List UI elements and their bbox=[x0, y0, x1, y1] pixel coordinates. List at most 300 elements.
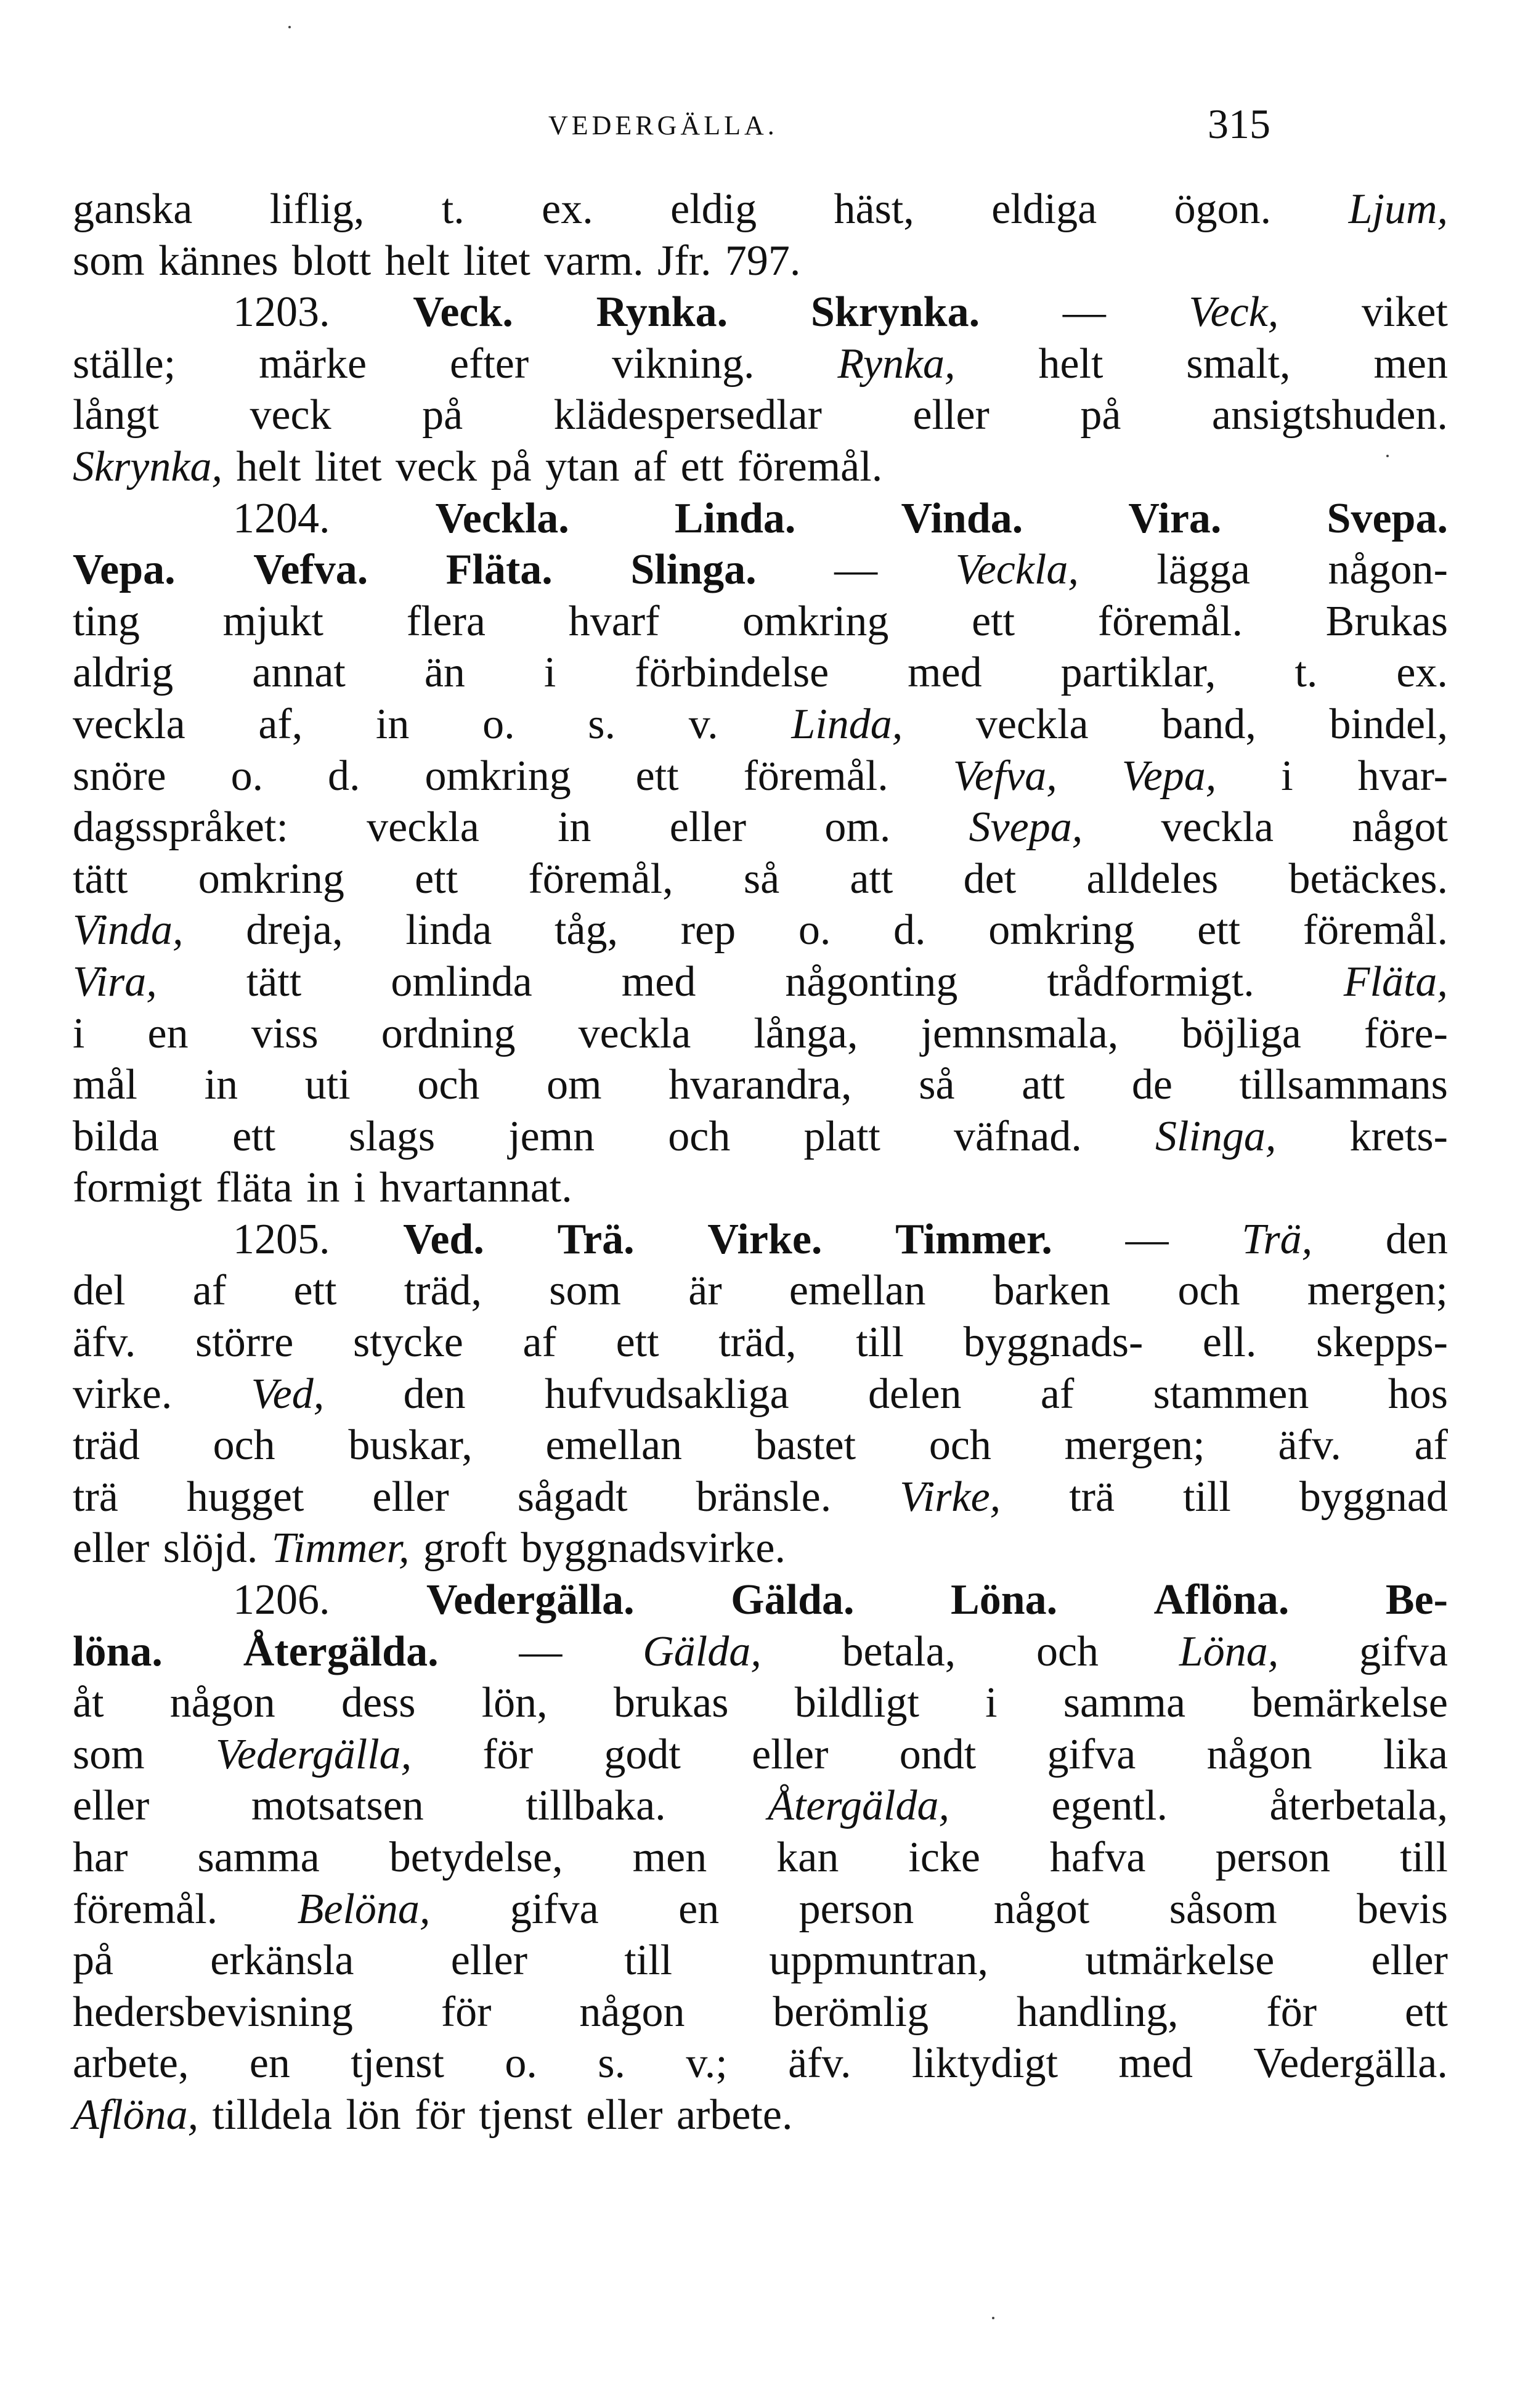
word: är bbox=[688, 1267, 722, 1315]
text-line bbox=[73, 1987, 1448, 2038]
word: v.; bbox=[686, 2040, 728, 2088]
word: slöjd. bbox=[163, 1524, 258, 1572]
headword: Fläta. bbox=[445, 546, 553, 594]
text-line bbox=[73, 647, 1448, 699]
word: krets- bbox=[1349, 1112, 1448, 1160]
word: motsatsen bbox=[251, 1782, 424, 1830]
word: som bbox=[73, 1730, 145, 1778]
word: hvartannat. bbox=[379, 1164, 572, 1212]
word: omkring bbox=[742, 597, 889, 645]
word: dagsspråket: bbox=[73, 803, 288, 852]
headword: Vinda. bbox=[901, 494, 1023, 542]
headword: Linda. bbox=[674, 494, 796, 542]
word: ett bbox=[972, 597, 1015, 645]
headword: Ved. bbox=[403, 1215, 484, 1263]
word: godt bbox=[604, 1730, 681, 1778]
headword: Trä. bbox=[557, 1215, 635, 1263]
word: barken bbox=[993, 1267, 1111, 1315]
word: o. bbox=[230, 752, 264, 800]
word: i bbox=[353, 1164, 366, 1212]
word: byggnad bbox=[1299, 1473, 1448, 1521]
word: o. bbox=[798, 906, 831, 954]
word: samma bbox=[1063, 1679, 1186, 1727]
word: ett bbox=[1404, 1988, 1448, 2036]
word: ett bbox=[635, 752, 679, 800]
text-line bbox=[73, 1935, 1448, 1987]
word: af bbox=[522, 1319, 556, 1367]
word: hafva bbox=[1050, 1834, 1146, 1881]
word: ett bbox=[232, 1112, 276, 1160]
word: Vedergälla. bbox=[1253, 2040, 1448, 2088]
word: tätt bbox=[246, 958, 302, 1006]
word: 1204. bbox=[233, 494, 330, 542]
word: eller bbox=[752, 1730, 829, 1778]
word: lägga bbox=[1156, 546, 1250, 594]
text-line bbox=[73, 1677, 1448, 1729]
word: hufvudsakliga bbox=[545, 1370, 789, 1418]
word: väfnad. bbox=[953, 1112, 1082, 1160]
italic-term: Aflöna, bbox=[73, 2091, 199, 2139]
word: veckla bbox=[1161, 803, 1274, 852]
word: band, bbox=[1161, 700, 1256, 748]
word: ordning bbox=[381, 1009, 516, 1057]
word: återbetala, bbox=[1269, 1782, 1448, 1830]
text-line bbox=[73, 1317, 1448, 1369]
word: mål bbox=[73, 1061, 137, 1109]
headword: Vira. bbox=[1128, 494, 1222, 542]
word: formigt bbox=[73, 1164, 202, 1212]
word: af bbox=[1040, 1370, 1075, 1418]
word: dreja, bbox=[246, 906, 343, 954]
word: ögon. bbox=[1174, 185, 1272, 233]
word: aldrig bbox=[73, 649, 174, 697]
word: betäckes. bbox=[1288, 855, 1448, 903]
word: trådformigt. bbox=[1047, 958, 1254, 1006]
word: skepps- bbox=[1316, 1319, 1448, 1367]
word: in bbox=[558, 803, 591, 852]
word: och bbox=[929, 1422, 991, 1470]
word: t. bbox=[1294, 649, 1318, 697]
italic-term: Vira, bbox=[73, 958, 157, 1006]
word: i bbox=[1281, 752, 1293, 800]
italic-term: Slinga, bbox=[1155, 1112, 1277, 1160]
word: äfv. bbox=[788, 2040, 851, 2088]
word: af bbox=[633, 442, 667, 490]
word: tjenst bbox=[479, 2091, 572, 2139]
word: lika bbox=[1383, 1730, 1448, 1778]
word: helt bbox=[236, 442, 301, 490]
scan-speck bbox=[992, 2317, 994, 2319]
headword: Skrynka. bbox=[810, 288, 980, 336]
word: ställe; bbox=[73, 340, 176, 388]
word: veck bbox=[395, 442, 478, 490]
word: hvarandra, bbox=[668, 1061, 852, 1109]
word: sågadt bbox=[517, 1473, 628, 1521]
headword: Vedergälla. bbox=[426, 1576, 635, 1624]
word: föremål. bbox=[1097, 597, 1243, 645]
word: brukas bbox=[613, 1679, 729, 1727]
word: om bbox=[547, 1061, 602, 1109]
word: för bbox=[1266, 1988, 1317, 2036]
word: till bbox=[856, 1319, 904, 1367]
word: betala, bbox=[842, 1627, 956, 1675]
word: 1206. bbox=[233, 1576, 330, 1624]
word: ett bbox=[415, 855, 458, 903]
word: kan bbox=[776, 1834, 839, 1881]
word: veckla bbox=[367, 803, 479, 852]
text-line bbox=[73, 2089, 1448, 2141]
word: helt bbox=[1038, 340, 1103, 388]
word: eldiga bbox=[991, 185, 1097, 233]
text-line bbox=[73, 1884, 1448, 1935]
word: träd bbox=[73, 1422, 140, 1470]
italic-term: Skrynka, bbox=[73, 442, 222, 490]
word: till bbox=[1183, 1473, 1231, 1521]
italic-term: Svepa, bbox=[969, 803, 1083, 852]
word: handling, bbox=[1017, 1988, 1179, 2036]
word: på bbox=[422, 391, 463, 439]
headword: Löna. bbox=[951, 1576, 1058, 1624]
word: o. bbox=[505, 2040, 537, 2088]
text-line bbox=[73, 1162, 1448, 1214]
text-line bbox=[73, 1008, 1448, 1060]
word: groft bbox=[423, 1524, 507, 1572]
word: stycke bbox=[353, 1319, 463, 1367]
text-line bbox=[73, 493, 1448, 545]
word: på bbox=[490, 442, 532, 490]
word: 1203. bbox=[233, 288, 330, 336]
text-line bbox=[73, 1574, 1448, 1626]
headword: Be- bbox=[1385, 1576, 1448, 1624]
word: mergen; bbox=[1307, 1267, 1448, 1315]
word: ganska bbox=[73, 185, 193, 233]
word: omkring bbox=[988, 906, 1135, 954]
word: som bbox=[73, 237, 145, 285]
text-line bbox=[73, 956, 1448, 1008]
word: liktydigt bbox=[911, 2040, 1059, 2088]
word: delen bbox=[868, 1370, 962, 1418]
word: jemnsmala, bbox=[920, 1009, 1119, 1057]
word: att bbox=[1022, 1061, 1065, 1109]
word: ett bbox=[1197, 906, 1241, 954]
word: 797. bbox=[725, 237, 801, 285]
word: bastet bbox=[755, 1422, 856, 1470]
text-line bbox=[73, 2038, 1448, 2089]
word: d. bbox=[893, 906, 926, 954]
italic-term: Gälda, bbox=[643, 1627, 762, 1675]
word: en bbox=[249, 2040, 290, 2088]
headword: Slinga. bbox=[630, 546, 757, 594]
text-line bbox=[73, 1214, 1448, 1266]
running-head bbox=[0, 100, 1528, 153]
word: bevis bbox=[1357, 1885, 1448, 1933]
word: t. bbox=[441, 185, 465, 233]
running-title: VEDERGÄLLA. bbox=[548, 110, 778, 140]
word: för bbox=[482, 1730, 534, 1778]
text-line bbox=[73, 699, 1448, 750]
italic-term: Ljum, bbox=[1348, 185, 1448, 233]
italic-term: Löna, bbox=[1179, 1627, 1279, 1675]
word: litet bbox=[463, 237, 530, 285]
word: och bbox=[213, 1422, 275, 1470]
word: hugget bbox=[186, 1473, 304, 1521]
word: föremål. bbox=[738, 442, 883, 490]
word: virke. bbox=[73, 1370, 173, 1418]
word: in bbox=[306, 1164, 340, 1212]
text-line bbox=[73, 1111, 1448, 1163]
word: äfv. bbox=[73, 1319, 136, 1367]
word: alldeles bbox=[1086, 855, 1219, 903]
word: att bbox=[850, 855, 893, 903]
word: gifva bbox=[1359, 1627, 1448, 1675]
italic-term: Fläta, bbox=[1343, 958, 1448, 1006]
word: eller bbox=[372, 1473, 449, 1521]
text-line bbox=[73, 1729, 1448, 1781]
italic-term: Veckla, bbox=[955, 546, 1079, 594]
word: före- bbox=[1363, 1009, 1448, 1057]
word: och bbox=[417, 1061, 480, 1109]
italic-term: Belöna, bbox=[297, 1885, 431, 1933]
word: den bbox=[1385, 1215, 1448, 1263]
word: åt bbox=[73, 1679, 104, 1727]
text-line bbox=[73, 338, 1448, 390]
word: hvar- bbox=[1357, 752, 1448, 800]
word: blott bbox=[291, 237, 372, 285]
word: en bbox=[678, 1885, 720, 1933]
word: viss bbox=[251, 1009, 319, 1057]
word: långt bbox=[73, 391, 159, 439]
word: — bbox=[519, 1627, 563, 1675]
word: jemn bbox=[508, 1112, 595, 1160]
word: märke bbox=[259, 340, 367, 388]
text-line bbox=[73, 1832, 1448, 1884]
word: föremål, bbox=[528, 855, 673, 903]
word: Jfr. bbox=[657, 237, 712, 285]
word: s. bbox=[598, 2040, 625, 2088]
word: men bbox=[632, 1834, 707, 1881]
word: om. bbox=[824, 803, 891, 852]
word: omlinda bbox=[391, 958, 532, 1006]
word: som bbox=[549, 1267, 621, 1315]
text-line bbox=[73, 389, 1448, 441]
word: till bbox=[1400, 1834, 1448, 1881]
word: eller bbox=[912, 391, 990, 439]
word: bindel, bbox=[1329, 700, 1448, 748]
word: och bbox=[668, 1112, 731, 1160]
text-line bbox=[73, 184, 1448, 235]
word: emellan bbox=[545, 1422, 683, 1470]
word: emellan bbox=[789, 1267, 926, 1315]
word: någon bbox=[169, 1679, 275, 1727]
word: och bbox=[1177, 1267, 1240, 1315]
word: ondt bbox=[899, 1730, 977, 1778]
word: ytan bbox=[545, 442, 620, 490]
word: hos bbox=[1388, 1370, 1448, 1418]
word: eller bbox=[1371, 1937, 1448, 1985]
word: äfv. bbox=[1278, 1422, 1341, 1470]
word: ting bbox=[73, 597, 140, 645]
headword: Rynka. bbox=[596, 288, 728, 336]
headword: Gälda. bbox=[731, 1576, 855, 1624]
text-line bbox=[73, 1420, 1448, 1471]
word: gifva bbox=[1047, 1730, 1136, 1778]
word: buskar, bbox=[348, 1422, 473, 1470]
word: byggnads- bbox=[963, 1319, 1144, 1367]
word: trä bbox=[73, 1473, 118, 1521]
word: den bbox=[403, 1370, 466, 1418]
italic-term: Vinda, bbox=[73, 906, 184, 954]
word: flera bbox=[406, 597, 486, 645]
text-line bbox=[73, 596, 1448, 648]
italic-term: Återgälda, bbox=[768, 1782, 949, 1830]
italic-term: Ved, bbox=[251, 1370, 325, 1418]
word: något bbox=[993, 1885, 1090, 1933]
word: bilda bbox=[73, 1112, 159, 1160]
word: föremål. bbox=[73, 1885, 218, 1933]
text-line bbox=[73, 1523, 1448, 1574]
word: ett bbox=[616, 1319, 659, 1367]
word: smalt, bbox=[1186, 340, 1291, 388]
word: byggnadsvirke. bbox=[521, 1524, 786, 1572]
word: litet bbox=[314, 442, 382, 490]
word: person bbox=[799, 1885, 914, 1933]
word: o. bbox=[482, 700, 515, 748]
text-line bbox=[73, 287, 1448, 338]
text-line bbox=[73, 1780, 1448, 1832]
word: linda bbox=[405, 906, 492, 954]
text-line bbox=[73, 1626, 1448, 1678]
italic-term: Virke, bbox=[900, 1473, 1001, 1521]
word: efter bbox=[449, 340, 529, 388]
word: 1205. bbox=[233, 1215, 330, 1263]
headword: Veck. bbox=[413, 288, 513, 336]
word: platt bbox=[803, 1112, 880, 1160]
word: vikning. bbox=[612, 340, 755, 388]
word: ett bbox=[680, 442, 724, 490]
word: d. bbox=[328, 752, 360, 800]
word: på bbox=[1080, 391, 1121, 439]
word: ell. bbox=[1202, 1319, 1257, 1367]
scan-speck bbox=[288, 26, 291, 28]
word: in bbox=[204, 1061, 238, 1109]
text-line bbox=[73, 1059, 1448, 1111]
word: bränsle. bbox=[696, 1473, 832, 1521]
word: annat bbox=[252, 649, 346, 697]
word: såsom bbox=[1169, 1885, 1277, 1933]
word: gifva bbox=[510, 1885, 599, 1933]
word: så bbox=[743, 855, 780, 903]
word: ett bbox=[293, 1267, 337, 1315]
word: något bbox=[1352, 803, 1448, 852]
headword: löna. bbox=[73, 1627, 163, 1675]
word: ex. bbox=[1396, 649, 1448, 697]
word: arbete. bbox=[676, 2091, 793, 2139]
word: tjenst bbox=[351, 2040, 444, 2088]
word: fläta bbox=[216, 1164, 293, 1212]
word: eller bbox=[669, 803, 747, 852]
word: slags bbox=[349, 1112, 436, 1160]
word: lön, bbox=[481, 1679, 548, 1727]
word: tillsammans bbox=[1239, 1061, 1448, 1109]
word: för bbox=[415, 2091, 465, 2139]
word: ex. bbox=[542, 185, 593, 233]
headword: Aflöna. bbox=[1153, 1576, 1290, 1624]
word: någon- bbox=[1328, 546, 1448, 594]
word: viket bbox=[1361, 288, 1448, 336]
word: klädespersedlar bbox=[553, 391, 822, 439]
text-line bbox=[73, 235, 1448, 287]
word: mjukt bbox=[222, 597, 323, 645]
word: omkring bbox=[425, 752, 571, 800]
italic-term: Vepa, bbox=[1121, 752, 1217, 800]
word: erkänsla bbox=[210, 1937, 354, 1985]
word: hedersbevisning bbox=[73, 1988, 353, 2036]
word: långa, bbox=[754, 1009, 858, 1057]
word: rep bbox=[680, 906, 736, 954]
text-line bbox=[73, 441, 1448, 493]
word: liflig, bbox=[269, 185, 365, 233]
word: stammen bbox=[1153, 1370, 1309, 1418]
word: varm. bbox=[544, 237, 644, 285]
word: en bbox=[147, 1009, 189, 1057]
word: in bbox=[375, 700, 410, 748]
word: med bbox=[1118, 2040, 1193, 2088]
word: — bbox=[834, 546, 878, 594]
italic-term: Linda, bbox=[791, 700, 903, 748]
word: lön bbox=[346, 2091, 401, 2139]
text-line bbox=[73, 853, 1448, 905]
headword: Timmer. bbox=[895, 1215, 1052, 1263]
text-line bbox=[73, 750, 1448, 802]
word: helt bbox=[384, 237, 450, 285]
headword: Svepa. bbox=[1327, 494, 1448, 542]
italic-term: Rynka, bbox=[837, 340, 956, 388]
word: och bbox=[1036, 1627, 1099, 1675]
word: eldig bbox=[670, 185, 757, 233]
word: snöre bbox=[73, 752, 166, 800]
word: veckla bbox=[975, 700, 1089, 748]
word: Brukas bbox=[1325, 597, 1448, 645]
word: tätt bbox=[73, 855, 128, 903]
text-line bbox=[73, 1471, 1448, 1523]
text-line bbox=[73, 905, 1448, 956]
word: trä bbox=[1069, 1473, 1115, 1521]
word: större bbox=[195, 1319, 294, 1367]
word: del bbox=[73, 1267, 126, 1315]
headword: Vefva. bbox=[253, 546, 368, 594]
word: träd, bbox=[718, 1319, 797, 1367]
word: partiklar, bbox=[1060, 649, 1216, 697]
word: någon bbox=[579, 1988, 685, 2036]
text-line bbox=[73, 544, 1448, 596]
word: bemärkelse bbox=[1251, 1679, 1448, 1727]
word: uti bbox=[304, 1061, 351, 1109]
word: uppmuntran, bbox=[769, 1937, 989, 1985]
word: bildligt bbox=[794, 1679, 919, 1727]
word: tillbaka. bbox=[526, 1782, 666, 1830]
word: ansigtshuden. bbox=[1211, 391, 1448, 439]
headword: Virke. bbox=[707, 1215, 823, 1263]
word: någon bbox=[1206, 1730, 1312, 1778]
word: med bbox=[908, 649, 982, 697]
scan-speck bbox=[1386, 455, 1389, 457]
word: med bbox=[621, 958, 696, 1006]
word: än bbox=[424, 649, 465, 697]
italic-term: Veck, bbox=[1189, 288, 1279, 336]
word: icke bbox=[908, 1834, 980, 1881]
word: i bbox=[543, 649, 556, 697]
word: utmärkelse bbox=[1085, 1937, 1275, 1985]
